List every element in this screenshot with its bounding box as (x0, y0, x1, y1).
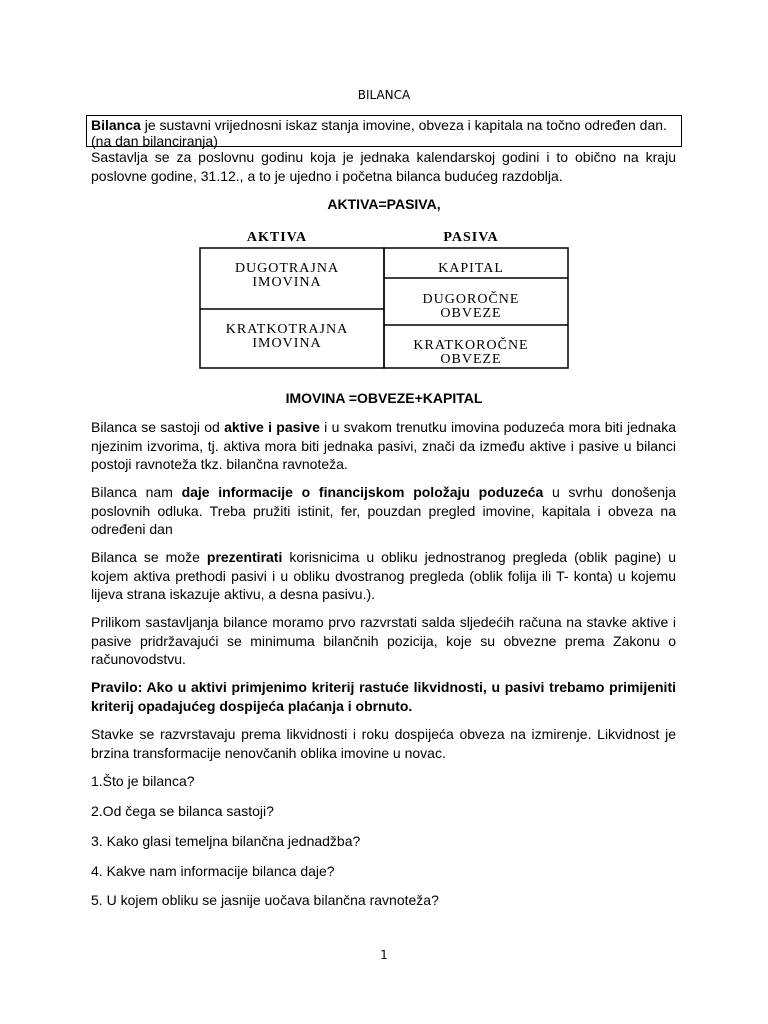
definition-text: je sustavni vrijednosni iskaz stanja imovine, obveza i kapitala na točno određen dan. (140, 117, 667, 133)
text-run: Bilanca nam (91, 484, 182, 500)
pasiva-cell-kapital (384, 262, 558, 276)
cell-line: KRATKOTRAJNA (225, 322, 349, 337)
paragraph-sastavljanje: Prilikom sastavljanja bilance moramo prvo razvrstati salda sljedećih računa na stavke aktive i pasive pridržavajući se minimuma bilančnih pozicija, koje su obvezne prema Zakonu o računovodstvu. (91, 614, 676, 667)
text-run-bold: daje informacije o financijskom položaju poduzeća (181, 484, 544, 500)
text-run-bold: prezentirati (206, 549, 283, 565)
cell-line: KAPITAL (438, 261, 504, 276)
question-5: 5. U kojem obliku se jasnije uočava bilančna ravnoteža? (91, 892, 439, 908)
equation-aktiva-pasiva: AKTIVA=PASIVA, (327, 196, 441, 212)
text-run: Bilanca se može (91, 549, 207, 565)
paragraph-sastav (91, 418, 676, 474)
text-run: korisnicima u obliku jednostranog pregleda (oblik pagine) u kojem aktiva prethodi pasivi i u obliku dvostranog pregleda (oblik folija ili T- konta) u kojemu lijeva strana iskazuje aktivu, a desna pasivu.). (91, 549, 676, 602)
cell-line: IMOVINA (252, 275, 322, 290)
balance-diagram (0, 0, 768, 380)
page-title: BILANCA (357, 88, 411, 102)
paragraph-informacije (91, 483, 676, 539)
text-run: i u svakom trenutku imovina poduzeća mora biti jednaka njezinim izvorima, tj. aktiva mora biti jednaka pasivi, znači da između aktive i pasive u bilanci postoji ravnoteža tkz. bilančna ravnoteža. (91, 419, 677, 472)
text-run: u svrhu donošenja poslovnih odluka. Treba pružiti istinit, fer, pouzdan pregled imovine, kapitala i obveza na određeni dan (91, 484, 676, 537)
intro-paragraph: Sastavlja se za poslovnu godinu koja je jednaka kalendarskoj godini i to obično na kraju poslovne godine, 31.12., a to je ujedno i početna bilanca budućeg razdoblja. (91, 149, 676, 184)
cell-line: DUGOTRAJNA (234, 261, 340, 276)
pasiva-cell-dugorocne (384, 293, 558, 321)
question-3: 3. Kako glasi temeljna bilančna jednadžba? (91, 833, 361, 849)
aktiva-cell-dugotrajna (200, 262, 374, 290)
cell-line: KRATKOROČNE (413, 338, 529, 353)
rule-paragraph: Pravilo: Ako u aktivi primjenimo kriterij rastuće likvidnosti, u pasivi trebamo primijeniti kriterij opadajućeg dospijeća plaćanja i obrnuto. (91, 679, 676, 714)
cell-line: OBVEZE (440, 306, 502, 321)
question-2: 2.Od čega se bilanca sastoji? (91, 803, 274, 819)
paragraph-prezentacija (91, 548, 676, 604)
paragraph-likvidnost: Stavke se razvrstavaju prema likvidnosti i roku dospijeća obveza na izmirenje. Likvidnost je brzina transformacije nenovčanih oblika imovine u novac. (91, 726, 676, 761)
equation-imovina: IMOVINA =OBVEZE+KAPITAL (285, 390, 483, 406)
aktiva-header: AKTIVA (246, 230, 308, 245)
text-run-bold: aktive i pasive (224, 419, 320, 435)
text-run: Bilanca se sastoji od (91, 419, 225, 435)
pasiva-header: PASIVA (443, 230, 499, 245)
cell-line: OBVEZE (440, 352, 502, 367)
cell-line: DUGOROČNE (422, 292, 520, 307)
pasiva-cell-kratkorocne (384, 339, 558, 367)
definition-term: Bilanca (91, 117, 141, 133)
aktiva-cell-kratkotrajna (200, 323, 374, 351)
definition-line2: (na dan bilanciranja) (91, 133, 218, 149)
question-4: 4. Kakve nam informacije bilanca daje? (91, 863, 335, 879)
definition-box (86, 115, 682, 147)
question-1: 1.Što je bilanca? (91, 773, 195, 789)
cell-line: IMOVINA (252, 336, 322, 351)
page-number: 1 (380, 948, 388, 962)
